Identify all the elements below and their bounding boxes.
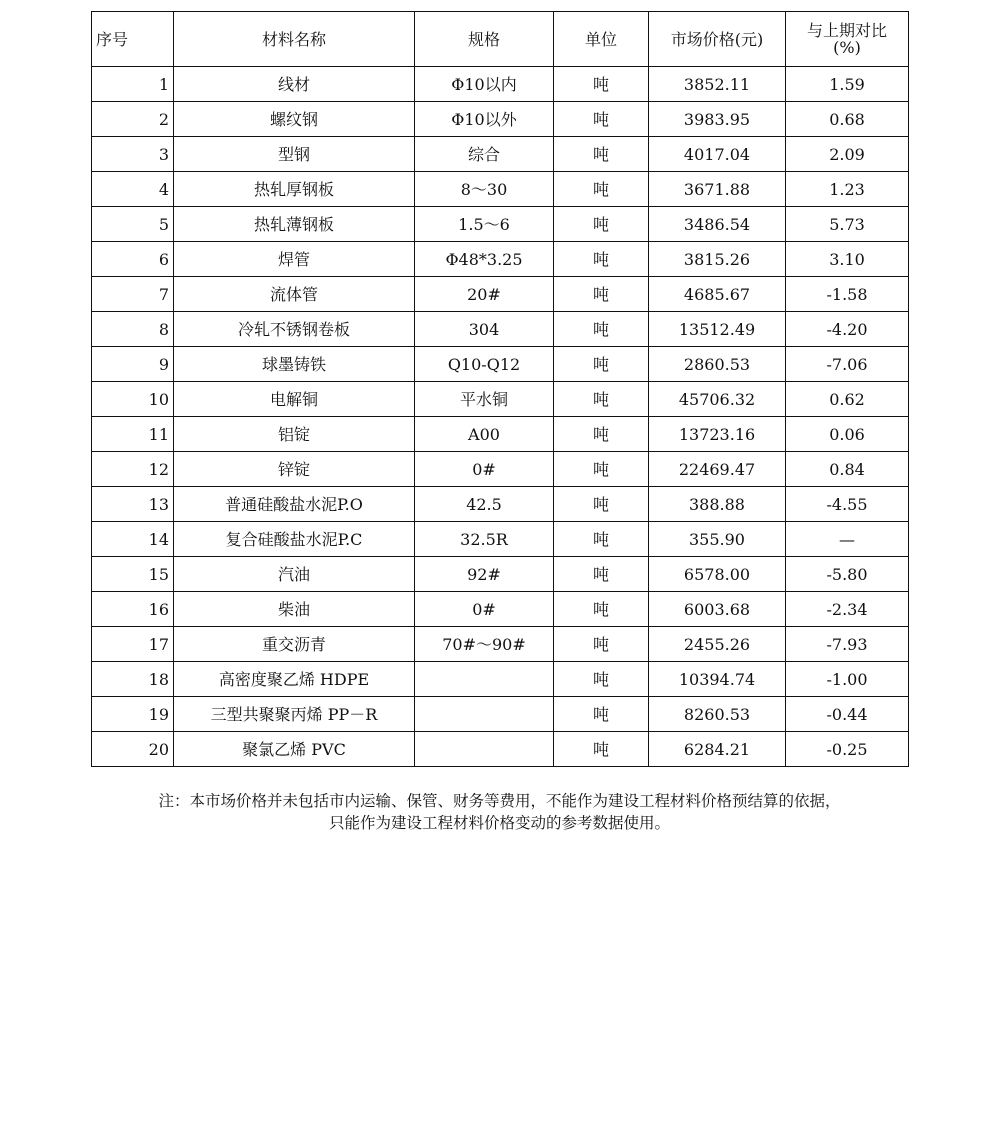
cell-name: 汽油 (174, 557, 415, 592)
cell-name: 锌锭 (174, 452, 415, 487)
table-row (92, 137, 909, 172)
cell-no: 8 (92, 312, 174, 347)
cell-spec: 20# (415, 277, 554, 312)
cell-no: 13 (92, 487, 174, 522)
cell-spec: 70#～90# (415, 627, 554, 662)
cell-change: 3.10 (786, 242, 909, 277)
cell-change: 0.06 (786, 417, 909, 452)
cell-change: -4.20 (786, 312, 909, 347)
table-row (92, 522, 909, 557)
cell-spec: A00 (415, 417, 554, 452)
cell-price: 2860.53 (649, 347, 786, 382)
cell-name: 复合硅酸盐水泥P.C (174, 522, 415, 557)
footnote-line2: 只能作为建设工程材料价格变动的参考数据使用。 (328, 814, 670, 832)
header-change-line1: 与上期对比 (806, 21, 887, 40)
cell-change: -2.34 (786, 592, 909, 627)
footnote (91, 790, 908, 834)
cell-name: 聚氯乙烯 PVC (174, 732, 415, 767)
cell-change: -1.58 (786, 277, 909, 312)
cell-unit: 吨 (554, 312, 649, 347)
table-body (92, 67, 909, 767)
cell-spec: 综合 (415, 137, 554, 172)
cell-price: 4685.67 (649, 277, 786, 312)
cell-unit: 吨 (554, 662, 649, 697)
header-change (786, 12, 909, 67)
cell-no: 7 (92, 277, 174, 312)
cell-change: 0.84 (786, 452, 909, 487)
cell-unit: 吨 (554, 137, 649, 172)
cell-name: 三型共聚聚丙烯 PP－R (174, 697, 415, 732)
cell-name: 普通硅酸盐水泥P.O (174, 487, 415, 522)
table-row (92, 382, 909, 417)
cell-unit: 吨 (554, 627, 649, 662)
table-row (92, 662, 909, 697)
cell-change: -0.25 (786, 732, 909, 767)
header-change-line2: (%) (833, 38, 861, 57)
cell-no: 19 (92, 697, 174, 732)
cell-spec: Q10-Q12 (415, 347, 554, 382)
cell-change: 1.23 (786, 172, 909, 207)
cell-no: 10 (92, 382, 174, 417)
cell-name: 流体管 (174, 277, 415, 312)
table-row (92, 627, 909, 662)
cell-no: 3 (92, 137, 174, 172)
cell-name: 铝锭 (174, 417, 415, 452)
cell-unit: 吨 (554, 417, 649, 452)
header-name: 材料名称 (174, 12, 415, 67)
table-row (92, 732, 909, 767)
cell-price: 4017.04 (649, 137, 786, 172)
table-row (92, 67, 909, 102)
cell-unit: 吨 (554, 557, 649, 592)
cell-spec: 92# (415, 557, 554, 592)
header-no: 序号 (92, 12, 174, 67)
cell-change: -1.00 (786, 662, 909, 697)
cell-price: 6284.21 (649, 732, 786, 767)
cell-spec: 42.5 (415, 487, 554, 522)
cell-change: -5.80 (786, 557, 909, 592)
cell-unit: 吨 (554, 102, 649, 137)
table-header-row (92, 12, 909, 67)
cell-unit: 吨 (554, 207, 649, 242)
cell-change: 0.62 (786, 382, 909, 417)
cell-unit: 吨 (554, 172, 649, 207)
cell-price: 388.88 (649, 487, 786, 522)
cell-price: 6003.68 (649, 592, 786, 627)
cell-price: 45706.32 (649, 382, 786, 417)
cell-change: -0.44 (786, 697, 909, 732)
cell-price: 10394.74 (649, 662, 786, 697)
cell-no: 9 (92, 347, 174, 382)
cell-no: 17 (92, 627, 174, 662)
cell-spec: Φ10以外 (415, 102, 554, 137)
cell-name: 热轧厚钢板 (174, 172, 415, 207)
table-row (92, 557, 909, 592)
table-row (92, 312, 909, 347)
cell-unit: 吨 (554, 732, 649, 767)
cell-price: 3983.95 (649, 102, 786, 137)
cell-price: 3815.26 (649, 242, 786, 277)
table-row (92, 347, 909, 382)
header-unit: 单位 (554, 12, 649, 67)
cell-unit: 吨 (554, 277, 649, 312)
cell-no: 4 (92, 172, 174, 207)
cell-no: 16 (92, 592, 174, 627)
cell-price: 2455.26 (649, 627, 786, 662)
cell-spec: 304 (415, 312, 554, 347)
cell-unit: 吨 (554, 592, 649, 627)
cell-name: 冷轧不锈钢卷板 (174, 312, 415, 347)
cell-spec: 1.5～6 (415, 207, 554, 242)
cell-name: 高密度聚乙烯 HDPE (174, 662, 415, 697)
cell-unit: 吨 (554, 487, 649, 522)
cell-price: 3671.88 (649, 172, 786, 207)
cell-change: 5.73 (786, 207, 909, 242)
cell-unit: 吨 (554, 347, 649, 382)
cell-unit: 吨 (554, 242, 649, 277)
cell-no: 18 (92, 662, 174, 697)
cell-unit: 吨 (554, 382, 649, 417)
cell-name: 焊管 (174, 242, 415, 277)
cell-spec (415, 732, 554, 767)
cell-change: 0.68 (786, 102, 909, 137)
cell-no: 12 (92, 452, 174, 487)
cell-name: 柴油 (174, 592, 415, 627)
table-row (92, 452, 909, 487)
cell-no: 2 (92, 102, 174, 137)
cell-change: — (786, 522, 909, 557)
cell-price: 355.90 (649, 522, 786, 557)
cell-price: 13512.49 (649, 312, 786, 347)
cell-change: -7.06 (786, 347, 909, 382)
cell-spec: 0# (415, 452, 554, 487)
table-row (92, 102, 909, 137)
cell-spec: Φ48*3.25 (415, 242, 554, 277)
cell-name: 线材 (174, 67, 415, 102)
table-row (92, 487, 909, 522)
cell-spec: 0# (415, 592, 554, 627)
cell-spec (415, 697, 554, 732)
cell-unit: 吨 (554, 452, 649, 487)
cell-spec: Φ10以内 (415, 67, 554, 102)
cell-unit: 吨 (554, 67, 649, 102)
cell-name: 球墨铸铁 (174, 347, 415, 382)
cell-spec: 8～30 (415, 172, 554, 207)
cell-no: 6 (92, 242, 174, 277)
cell-change: 1.59 (786, 67, 909, 102)
cell-change: -4.55 (786, 487, 909, 522)
cell-spec: 平水铜 (415, 382, 554, 417)
header-spec: 规格 (415, 12, 554, 67)
table-row (92, 242, 909, 277)
cell-name: 螺纹钢 (174, 102, 415, 137)
cell-name: 电解铜 (174, 382, 415, 417)
cell-price: 3486.54 (649, 207, 786, 242)
cell-price: 13723.16 (649, 417, 786, 452)
cell-no: 14 (92, 522, 174, 557)
cell-price: 3852.11 (649, 67, 786, 102)
cell-unit: 吨 (554, 522, 649, 557)
cell-no: 1 (92, 67, 174, 102)
cell-price: 22469.47 (649, 452, 786, 487)
table-row (92, 277, 909, 312)
cell-change: -7.93 (786, 627, 909, 662)
table-row (92, 592, 909, 627)
cell-no: 11 (92, 417, 174, 452)
cell-change: 2.09 (786, 137, 909, 172)
cell-no: 20 (92, 732, 174, 767)
header-price: 市场价格(元) (649, 12, 786, 67)
cell-unit: 吨 (554, 697, 649, 732)
footnote-line1: 注：本市场价格并未包括市内运输、保管、财务等费用，不能作为建设工程材料价格预结算的依据， (158, 792, 841, 810)
cell-name: 热轧薄钢板 (174, 207, 415, 242)
table-row (92, 417, 909, 452)
cell-name: 重交沥青 (174, 627, 415, 662)
cell-price: 6578.00 (649, 557, 786, 592)
table-row (92, 207, 909, 242)
cell-name: 型钢 (174, 137, 415, 172)
material-price-table (91, 11, 909, 767)
table-row (92, 697, 909, 732)
cell-price: 8260.53 (649, 697, 786, 732)
cell-no: 5 (92, 207, 174, 242)
table-row (92, 172, 909, 207)
cell-spec: 32.5R (415, 522, 554, 557)
cell-spec (415, 662, 554, 697)
cell-no: 15 (92, 557, 174, 592)
